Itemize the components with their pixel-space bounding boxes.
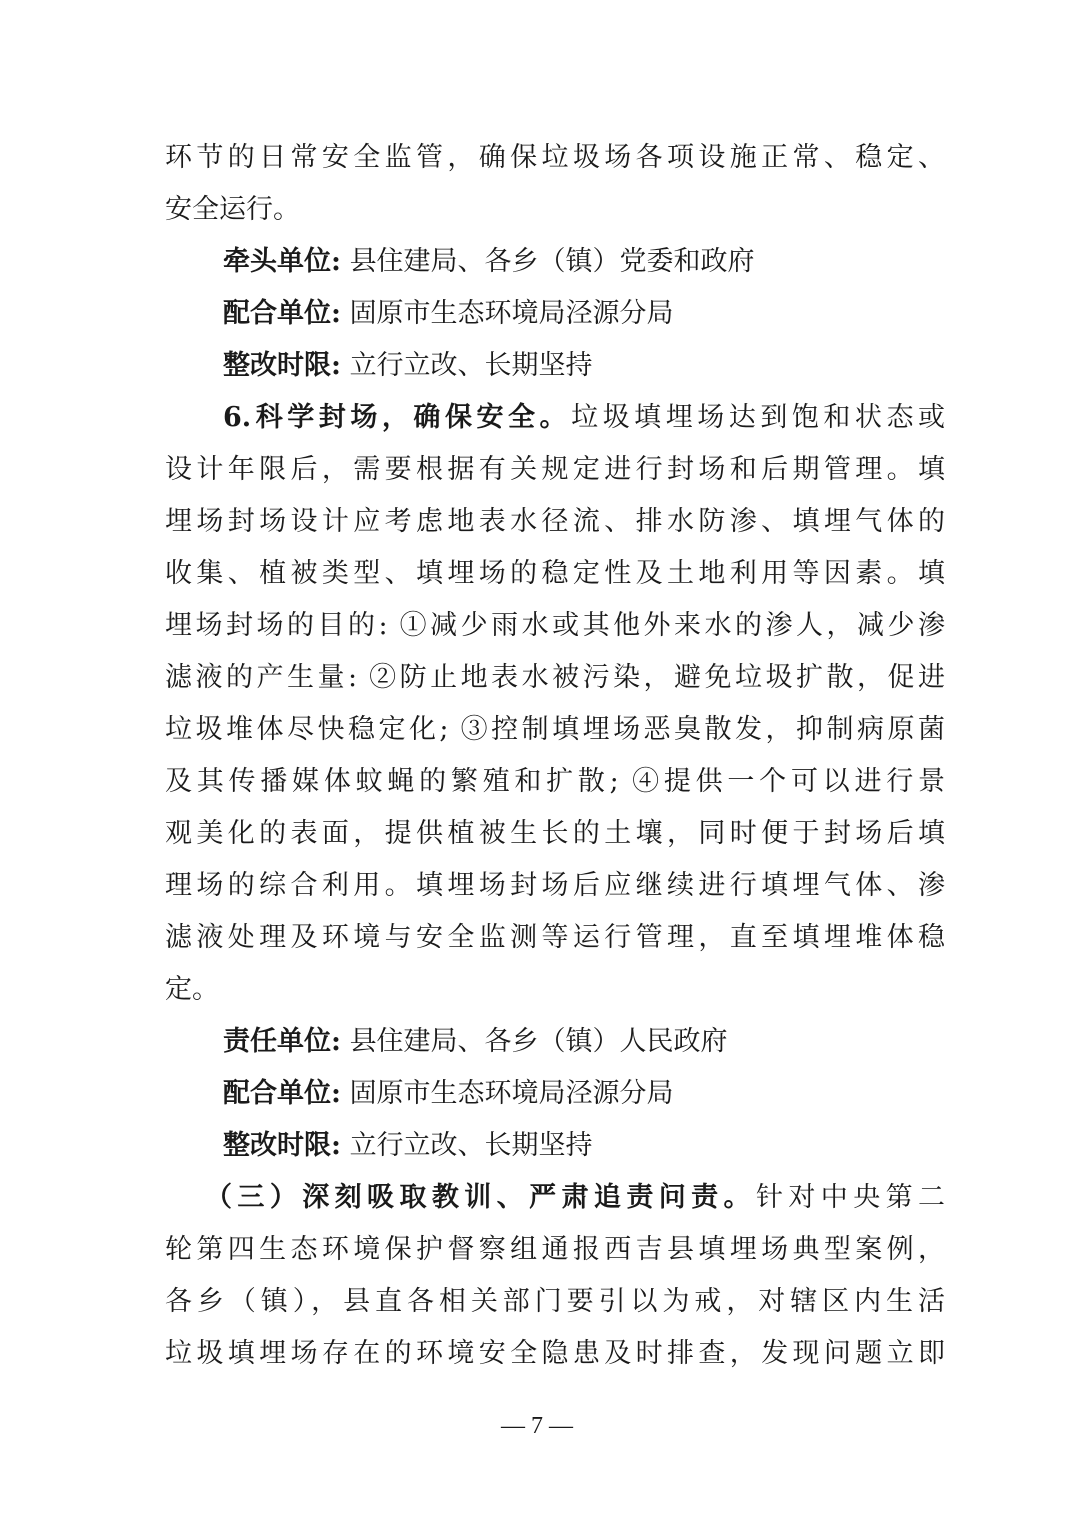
paragraph-line: 埋场封场的目的: ①减少雨水或其他外来水的渗人，减少渗	[165, 610, 945, 641]
item6-heading: 6.科学封场，确保安全。	[223, 402, 572, 433]
section3-first-line	[165, 1172, 945, 1224]
deadline-line	[165, 1120, 945, 1172]
lead-unit-line	[165, 236, 945, 288]
paragraph-line: 埋场封场设计应考虑地表水径流、排水防渗、填埋气体的	[165, 506, 945, 537]
paragraph-line: 轮第四生态环境保护督察组通报西吉县填埋场典型案例，	[165, 1234, 945, 1265]
item6-first-line	[165, 392, 945, 444]
deadline-value: 立行立改、长期坚持	[349, 1130, 593, 1161]
item6-text: 垃圾填埋场达到饱和状态或	[571, 402, 945, 433]
paragraph-line: 设计年限后，需要根据有关规定进行封场和后期管理。填	[165, 454, 945, 485]
coop-unit-label: 配合单位:	[223, 1078, 341, 1109]
coop-unit-value: 固原市生态环境局泾源分局	[349, 1078, 674, 1109]
section3-text: 针对中央第二	[755, 1182, 946, 1213]
page-number: — 7 —	[501, 1413, 573, 1439]
paragraph-line: 垃圾堆体尽快稳定化; ③控制填埋场恶臭散发，抑制病原菌	[165, 714, 945, 745]
lead-unit-label: 牵头单位:	[223, 246, 341, 277]
paragraph-line: 安全运行。	[165, 194, 300, 225]
deadline-label: 整改时限:	[223, 350, 341, 381]
paragraph-line: 滤液处理及环境与安全监测等运行管理，直至填埋堆体稳	[165, 922, 945, 953]
paragraph-line: 滤液的产生量: ②防止地表水被污染，避免垃圾扩散，促进	[165, 662, 945, 693]
responsible-unit-label: 责任单位:	[223, 1026, 341, 1057]
deadline-line	[165, 340, 945, 392]
paragraph-line: 定。	[165, 974, 219, 1005]
lead-unit-value: 县住建局、各乡（镇）党委和政府	[349, 246, 755, 277]
responsible-unit-value: 县住建局、各乡（镇）人民政府	[349, 1026, 728, 1057]
paragraph-line: 及其传播媒体蚊蝇的繁殖和扩散; ④提供一个可以进行景	[165, 766, 945, 797]
coop-unit-label: 配合单位:	[223, 298, 341, 329]
coop-unit-line	[165, 1068, 945, 1120]
responsible-unit-line	[165, 1016, 945, 1068]
coop-unit-value: 固原市生态环境局泾源分局	[349, 298, 674, 329]
document-body	[165, 132, 945, 1380]
paragraph-line: 垃圾填埋场存在的环境安全隐患及时排查，发现问题立即	[165, 1338, 945, 1369]
paragraph-line: 各乡（镇），县直各相关部门要引以为戒，对辖区内生活	[165, 1286, 945, 1317]
paragraph-line: 收集、植被类型、填埋场的稳定性及土地利用等因素。填	[165, 558, 945, 589]
deadline-label: 整改时限:	[223, 1130, 341, 1161]
paragraph-line: 环节的日常安全监管，确保垃圾场各项设施正常、稳定、	[165, 142, 945, 173]
section3-heading: （三）深刻吸取教训、严肃追责问责。	[205, 1182, 756, 1213]
deadline-value: 立行立改、长期坚持	[349, 350, 593, 381]
coop-unit-line	[165, 288, 945, 340]
paragraph-line: 理场的综合利用。填埋场封场后应继续进行填埋气体、渗	[165, 870, 945, 901]
paragraph-line: 观美化的表面，提供植被生长的土壤，同时便于封场后填	[165, 818, 945, 849]
